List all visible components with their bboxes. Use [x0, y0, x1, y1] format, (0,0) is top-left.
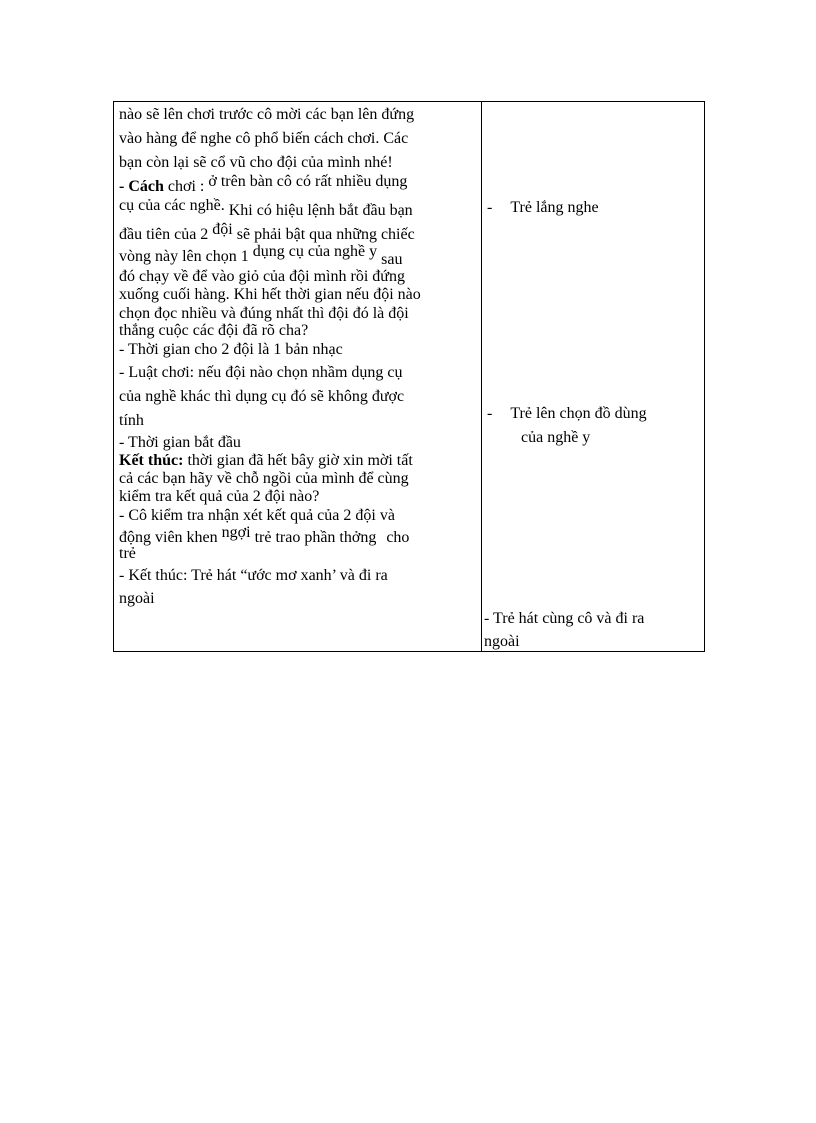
text-line: của nghề y — [521, 429, 591, 446]
ket-thuc-label: Kết thúc: — [119, 452, 184, 469]
text-line: - Thời gian cho 2 đội là 1 bản nhạc — [119, 341, 343, 358]
text-line: - Cô kiểm tra nhận xét kết quả của 2 đội và — [119, 507, 395, 524]
text-line — [119, 221, 415, 244]
text-line — [119, 524, 410, 547]
activity-table — [113, 101, 705, 652]
text-fragment: chọn đọc — [119, 305, 178, 322]
text-line: trẻ — [119, 545, 136, 562]
text-fragment: động viên khen — [119, 529, 218, 546]
text-fragment: cụ của các nghề. — [119, 197, 225, 214]
text-fragment: cho — [386, 529, 410, 546]
text-fragment: Khi có hiệu lệnh bắt đầu bạn — [228, 202, 413, 219]
text-line: xuống cuối hàng. Khi hết thời gian nếu đội nào — [119, 286, 421, 303]
teacher-activity-cell — [114, 102, 482, 652]
text-line: - Luật chơi: nếu đội nào chọn nhầm dụng cụ — [119, 364, 403, 381]
text-line: nào sẽ lên chơi trước cô mời các bạn lên đứng — [119, 106, 415, 123]
text-line: cả các bạn hãy về chỗ ngồi của mình để cùng — [119, 470, 409, 487]
text-line: của nghề khác thì dụng cụ đó sẽ không được — [119, 388, 405, 405]
text-line — [487, 199, 599, 217]
list-item: Trẻ lên chọn đồ dùng — [510, 405, 647, 422]
text-line: thắng cuộc các đội đã rõ cha? — [119, 322, 309, 339]
text-line: ngoài — [484, 633, 520, 650]
text-line: vào hàng để nghe cô phổ biến cách chơi. Các — [119, 130, 409, 147]
text-fragment: sau — [381, 251, 403, 268]
text-fragment: nhiều và đúng nhất thì đội đó là đội — [181, 305, 409, 322]
text-fragment: chơi — [167, 178, 196, 195]
text-fragment: dụng cụ của nghề y — [252, 243, 378, 260]
text-line: - Kết thúc: Trẻ hát “ước mơ xanh’ và đi ra — [119, 567, 388, 584]
text-line: đó chạy về để vào giỏ của đội mình rồi đứng — [119, 268, 405, 285]
text-line: ngoài — [119, 590, 155, 607]
text-line — [487, 405, 647, 423]
text-line: tính — [119, 412, 144, 429]
text-fragment: : — [199, 178, 205, 195]
text-fragment: sẽ phải bật qua những chiếc — [236, 226, 415, 243]
text-fragment: đầu tiên của 2 — [119, 226, 209, 243]
text-fragment: đội — [212, 221, 233, 238]
table-row — [114, 102, 705, 652]
text-fragment: ngợi — [221, 524, 251, 541]
text-line — [119, 452, 413, 470]
text-line: bạn còn lại sẽ cổ vũ cho đội của mình nhé! — [119, 154, 393, 171]
text-line: kiểm tra kết quả của 2 đội nào? — [119, 488, 320, 505]
list-item: Trẻ lắng nghe — [510, 199, 599, 216]
text-line — [119, 197, 413, 220]
child-activity-cell — [482, 102, 705, 652]
text-line — [119, 305, 409, 323]
text-fragment: ở trên bàn cô có rất nhiều dụng — [208, 173, 408, 190]
text-fragment: vòng này lên chọn 1 — [119, 248, 249, 265]
text-line — [119, 173, 408, 196]
text-line — [119, 243, 403, 268]
text-fragment: thời gian đã hết bây giờ xin mời tất — [187, 452, 413, 469]
cach-choi-label: - Cách — [119, 178, 164, 195]
text-line: - Thời gian bắt đầu — [119, 434, 241, 451]
text-line: - Trẻ hát cùng cô và đi ra — [484, 610, 645, 627]
text-fragment: trẻ trao phần thởng — [254, 529, 377, 546]
list-dash: - — [487, 405, 493, 422]
list-dash: - — [487, 199, 493, 216]
